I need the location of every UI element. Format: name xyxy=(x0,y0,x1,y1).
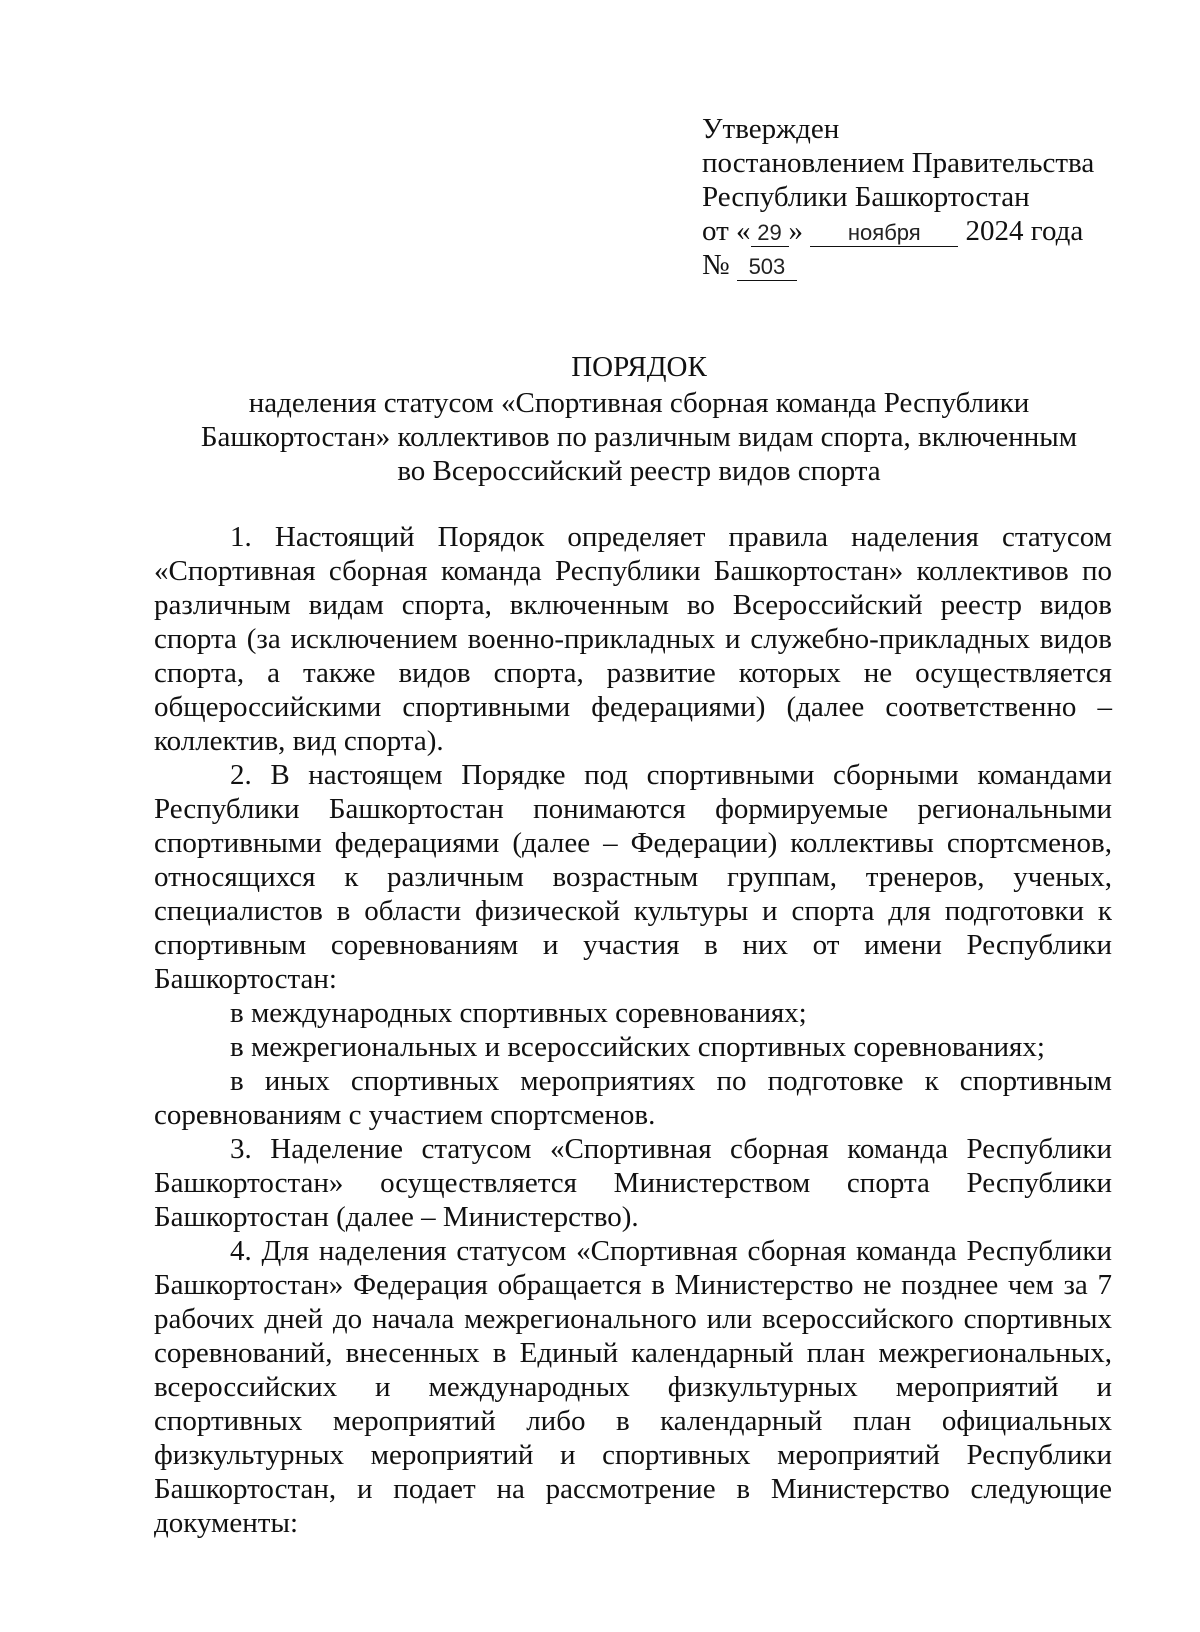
paragraph-2-list-item-2: в межрегиональных и всероссийских спортивных соревнованиях; xyxy=(230,1031,1045,1063)
approval-line-resolution: постановлением Правительства xyxy=(702,147,1095,179)
paragraph-2: 2. В настоящем Порядке под спортивными сборными командами Республики Башкортостан понимаются формируемые региональными спортивными федерациями (далее – Федерации) коллективы спортсменов, относящихся к различным возрастным группам, тренеров, ученых, специалистов в области физической культуры и спорта для подготовки к спортивным соревнованиям и участия в них от имени Республики Башкортостан: xyxy=(154,759,1112,995)
paragraph-1: 1. Настоящий Порядок определяет правила наделения статусом «Спортивная сборная команда Республики Башкортостан» коллективов по различным видам спорта, включенным во Всероссийский реестр видов спорта (за исключением военно-прикладных и служебно-прикладных видов спорта, а также видов спорта, развитие которых не осуществляется общероссийскими спортивными федерациями) (далее соответственно – коллектив, вид спорта). xyxy=(154,521,1112,757)
approval-stamp-block xyxy=(702,112,1162,282)
document-title-block xyxy=(160,350,1118,488)
approval-line-approved: Утвержден xyxy=(702,113,840,145)
date-prefix: от « xyxy=(702,215,751,247)
paragraph-4: 4. Для наделения статусом «Спортивная сборная команда Республики Башкортостан» Федерация обращается в Министерство не позднее чем за 7 рабочих дней до начала межрегионального или всероссийского спортивных соревнований, внесенных в Единый календарный план межрегиональных, всероссийских и международных физкультурных мероприятий и спортивных мероприятий либо в календарный план официальных физкультурных мероприятий и спортивных мероприятий Республики Башкортостан, и подает на рассмотрение в Министерство следующие документы: xyxy=(154,1235,1112,1539)
number-prefix: № xyxy=(702,249,730,281)
document-subtitle-line-3: во Всероссийский реестр видов спорта xyxy=(397,455,881,487)
document-subtitle-line-2: Башкортостан» коллективов по различным видам спорта, включенным xyxy=(200,421,1078,453)
document-subtitle-line-1: наделения статусом «Спортивная сборная команда Республики xyxy=(248,387,1030,419)
approval-line-republic: Республики Башкортостан xyxy=(702,181,1030,213)
date-day: 29 xyxy=(751,220,789,247)
paragraph-2-list-item-3: в иных спортивных мероприятиях по подготовке к спортивным соревнованиям с участием спортсменов. xyxy=(154,1065,1112,1131)
date-year: 2024 года xyxy=(965,215,1084,247)
date-month: ноября xyxy=(810,220,958,247)
approval-date-line xyxy=(702,214,1162,248)
paragraph-3: 3. Наделение статусом «Спортивная сборная команда Республики Башкортостан» осуществляется Министерством спорта Республики Башкортостан (далее – Министерство). xyxy=(154,1133,1112,1233)
paragraph-2-list-item-1: в международных спортивных соревнованиях; xyxy=(230,997,807,1029)
document-number: 503 xyxy=(737,254,797,281)
date-mid: » xyxy=(788,215,804,247)
approval-number-line xyxy=(702,248,1162,282)
document-body xyxy=(154,520,1112,1540)
document-heading: ПОРЯДОК xyxy=(571,351,707,383)
